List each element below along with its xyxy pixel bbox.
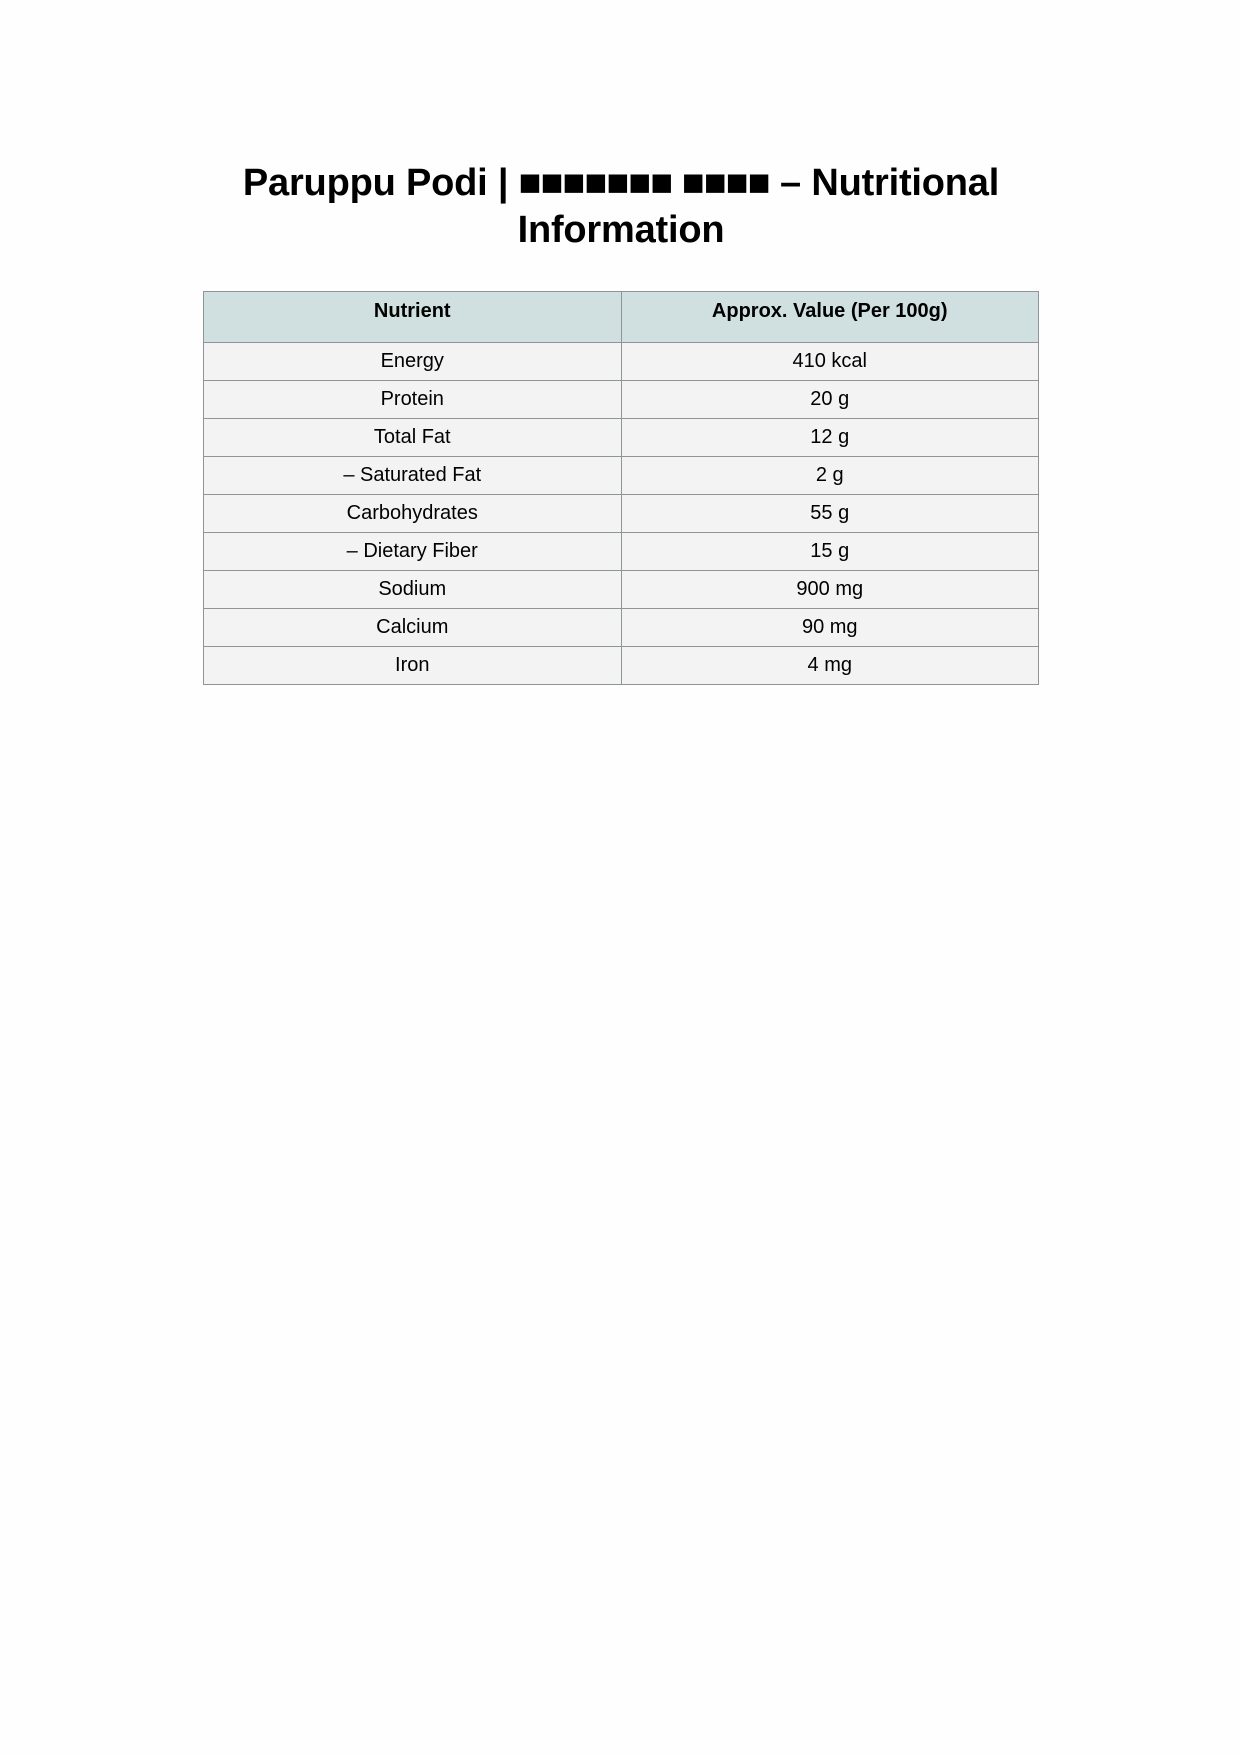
title-redacted-text: ■■■■■■■ ■■■■: [518, 162, 770, 204]
table-row: [204, 457, 1039, 495]
nutrient-cell: Iron: [204, 647, 622, 685]
page-title: [190, 160, 1052, 254]
nutrient-cell: Energy: [204, 343, 622, 381]
nutrient-cell: – Saturated Fat: [204, 457, 622, 495]
header-nutrient: Nutrient: [204, 292, 622, 343]
table-row: [204, 647, 1039, 685]
value-cell: 4 mg: [621, 647, 1039, 685]
nutrient-cell: Carbohydrates: [204, 495, 622, 533]
title-prefix: Paruppu Podi |: [242, 162, 519, 204]
table-row: [204, 571, 1039, 609]
header-value: Approx. Value (Per 100g): [621, 292, 1039, 343]
value-cell: 2 g: [621, 457, 1039, 495]
value-cell: 55 g: [621, 495, 1039, 533]
nutrient-cell: Sodium: [204, 571, 622, 609]
nutrient-cell: Protein: [204, 381, 622, 419]
value-cell: 20 g: [621, 381, 1039, 419]
value-cell: 15 g: [621, 533, 1039, 571]
table-row: [204, 381, 1039, 419]
table-row: [204, 419, 1039, 457]
nutrition-table: [203, 291, 1039, 685]
value-cell: 900 mg: [621, 571, 1039, 609]
nutrient-cell: Total Fat: [204, 419, 622, 457]
value-cell: 12 g: [621, 419, 1039, 457]
nutrient-cell: Calcium: [204, 609, 622, 647]
value-cell: 410 kcal: [621, 343, 1039, 381]
title-suffix: – Nutritional Information: [517, 162, 1000, 251]
table-header-row: [204, 292, 1039, 343]
table-row: [204, 495, 1039, 533]
table-row: [204, 609, 1039, 647]
table-row: [204, 533, 1039, 571]
value-cell: 90 mg: [621, 609, 1039, 647]
table-row: [204, 343, 1039, 381]
nutrient-cell: – Dietary Fiber: [204, 533, 622, 571]
